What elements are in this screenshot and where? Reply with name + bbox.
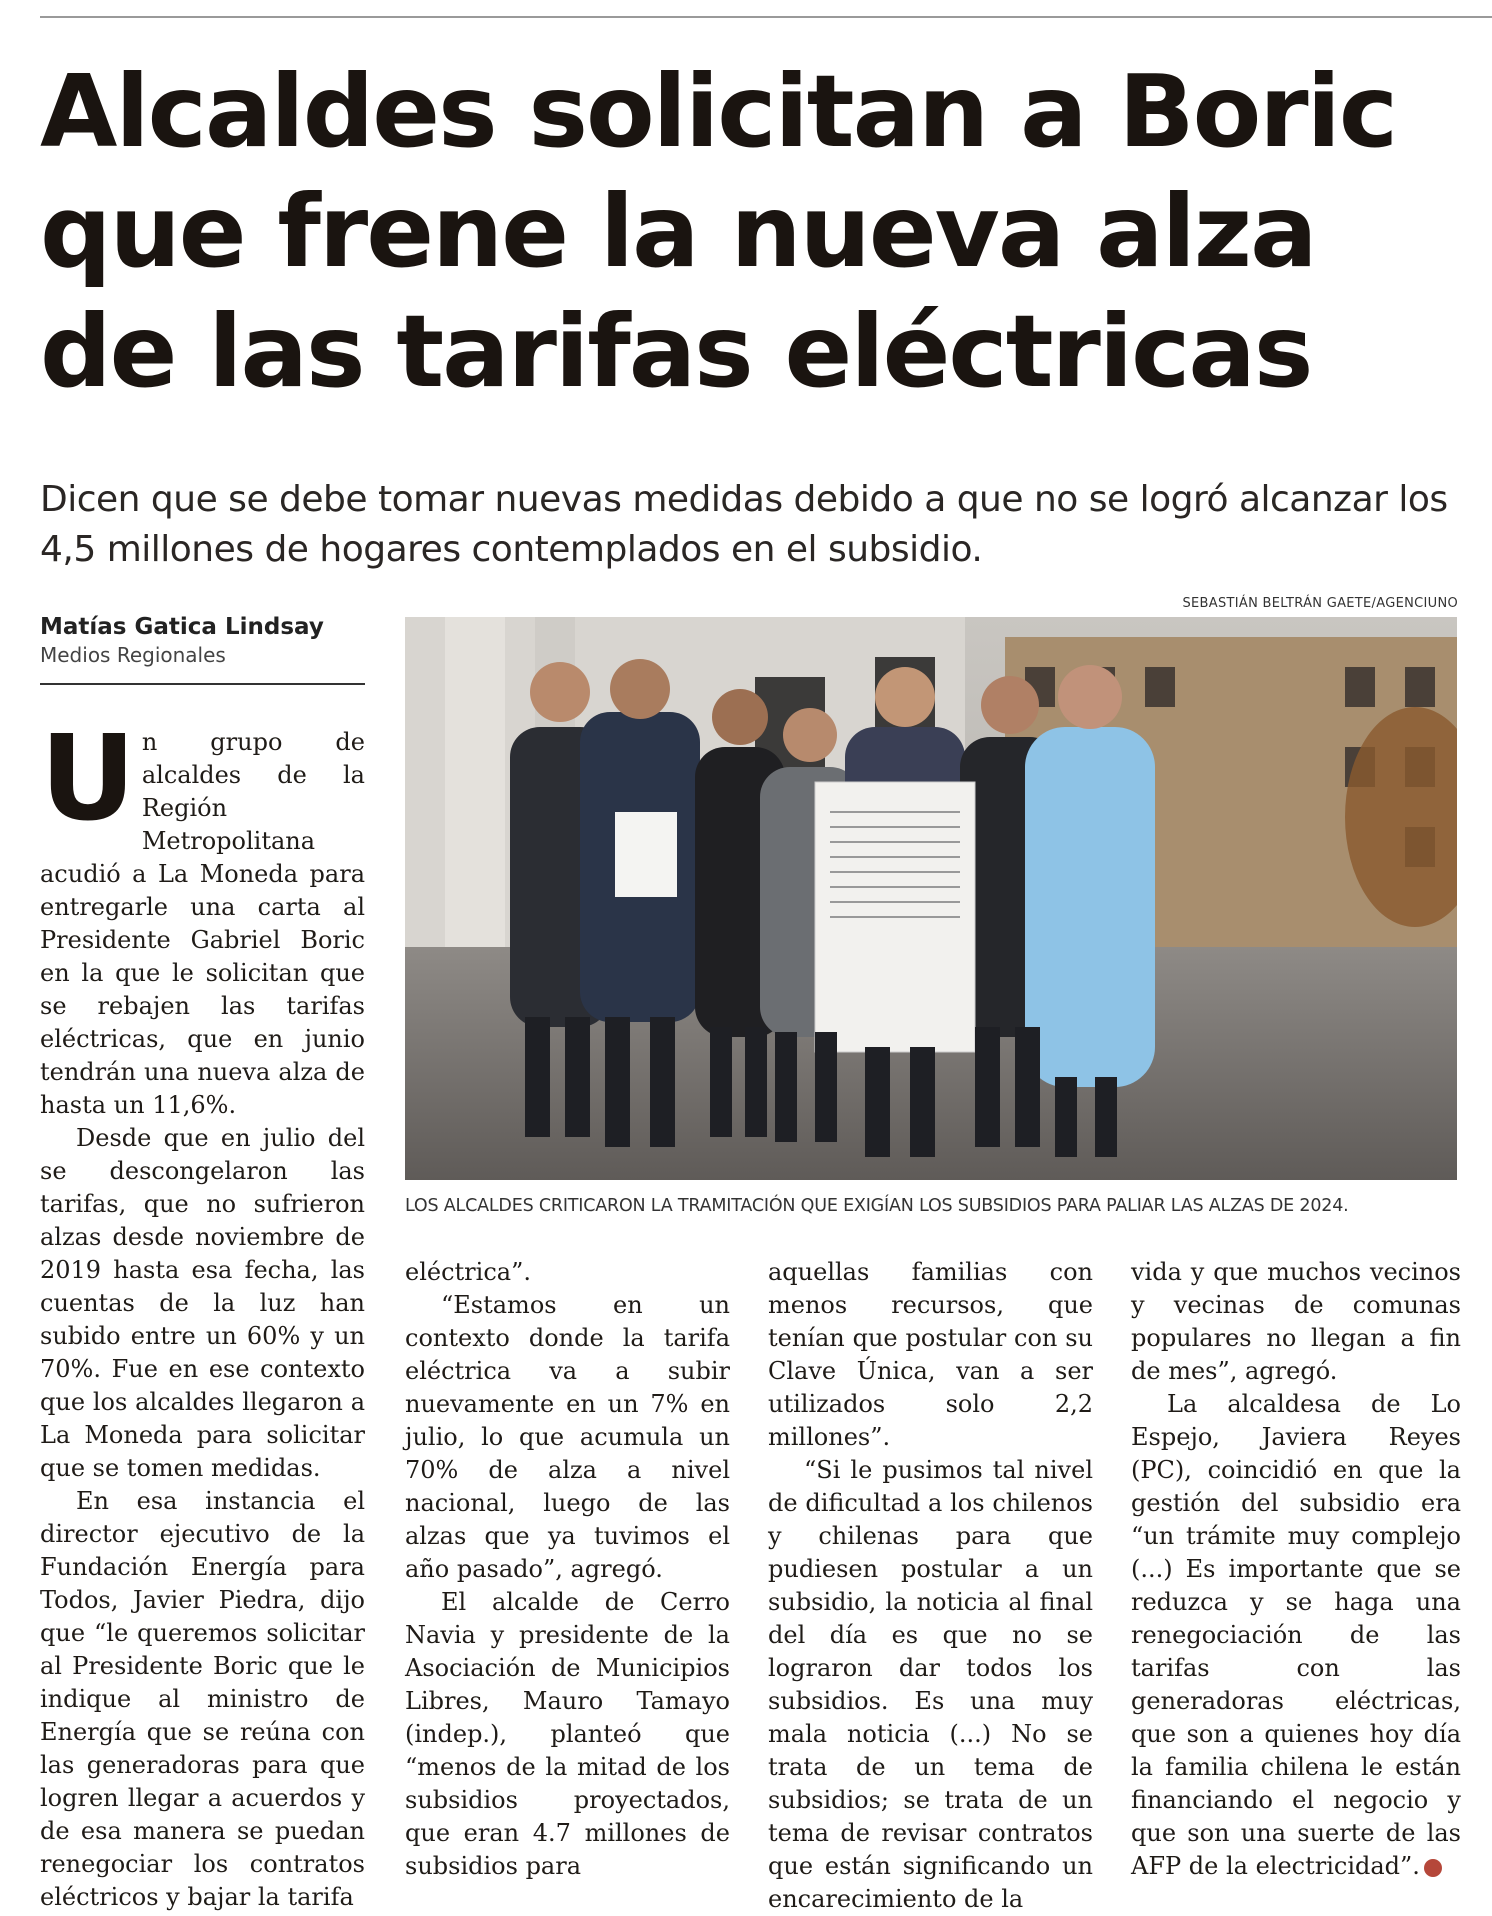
drop-cap: U [40,709,136,847]
paragraph-1-text: n grupo de alcaldes de la Región Metropolitana acudió a La Moneda para entregarle una carta al Presidente Gabriel Boric en la que le solicitan que se rebajen las tarifas eléctricas, que en junio tendrán una nueva alza de hasta un 11,6%. [40,728,365,1119]
byline-rule [40,683,365,685]
article-paragraph-2: Desde que en julio del se descongelaron las tarifas, que no sufrieron alzas desde noviembre de 2019 hasta esa fecha, las cuentas de la luz han subido entre un 60% y un 70%. Fue en ese contexto que los alcaldes llegaron a La Moneda para solicitar que se tomen medidas. [40,1124,365,1482]
top-rule [40,16,1492,18]
article-column-2 [405,1256,730,1883]
article-paragraph-5: “Estamos en un contexto donde la tarifa eléctrica va a subir nuevamente en un 7% en julio, lo que acumula un 70% de alza a nivel nacional, luego de las alzas que ya tuvimos el año pasado”, agregó. [405,1291,730,1583]
article-paragraph-6: El alcalde de Cerro Navia y presidente de la Asociación de Municipios Libres, Mauro Tamayo (indep.), planteó que “menos de la mitad de los subsidios proyectados, que eran 4.7 millones de subsidios para [405,1588,730,1880]
news-photo [405,617,1457,1180]
article-column-3 [768,1256,1093,1916]
headline-line-2: que frene la nueva alza [40,173,1316,290]
article-column-4 [1131,1256,1470,1883]
end-mark-icon: ✪ [1424,1859,1442,1877]
subheadline [40,475,1470,575]
article-paragraph-9: vida y que muchos vecinos y vecinas de comunas populares no llegan a fin de mes”, agregó. [1131,1258,1461,1385]
author-outlet: Medios Regionales [40,643,226,667]
photo-credit: SEBASTIÁN BELTRÁN GAETE/AGENCIUNO [1182,596,1458,611]
headline-line-3: de las tarifas eléctricas [40,293,1312,410]
article-paragraph-3: En esa instancia el director ejecutivo de la Fundación Energía para Todos, Javier Piedra, dijo que “le queremos solicitar al Presidente Boric que le indique al ministro de Energía que se reúna con las generadoras para que logren llegar a acuerdos y de esa manera se puedan renegociar los contratos eléctricos y bajar la tarifa [40,1487,365,1911]
headline-line-1: Alcaldes solicitan a Boric [40,53,1397,170]
byline [40,612,370,668]
article-paragraph-8: “Si le pusimos tal nivel de dificultad a los chilenos y chilenas para que pudiesen postular a un subsidio, la noticia al final del día es que no se lograron dar todos los subsidios. Es una muy mala noticia (...) No se trata de un tema de subsidios; se trata de un tema de revisar contratos que están significando un encarecimiento de la [768,1456,1093,1913]
headline [40,52,1480,412]
paragraph-10-text: La alcaldesa de Lo Espejo, Javiera Reyes (PC), coincidió en que la gestión del subsidio era “un trámite muy complejo (...) Es importante que se reduzca y se haga una renegociación de las tarifas con las generadoras eléctricas, que son a quienes hoy día la familia chilena le están financiando el negocio y que son una suerte de las AFP de la electricidad”. [1131,1390,1461,1880]
subheadline-line-2: 4,5 millones de hogares contemplados en el subsidio. [40,529,983,570]
author-name: Matías Gatica Lindsay [40,614,324,640]
article-paragraph-7: aquellas familias con menos recursos, que tenían que postular con su Clave Única, van a ser utilizados solo 2,2 millones”. [768,1258,1093,1451]
article-column-1 [40,709,365,1914]
article-paragraph-10 [1131,1388,1470,1883]
subheadline-line-1: Dicen que se debe tomar nuevas medidas debido a que no se logró alcanzar los [40,479,1448,520]
article-paragraph-1 [40,709,365,1122]
photo-caption: LOS ALCALDES CRITICARON LA TRAMITACIÓN QUE EXIGÍAN LOS SUBSIDIOS PARA PALIAR LAS ALZAS DE 2024. [405,1196,1349,1216]
article-paragraph-4: eléctrica”. [405,1258,531,1286]
